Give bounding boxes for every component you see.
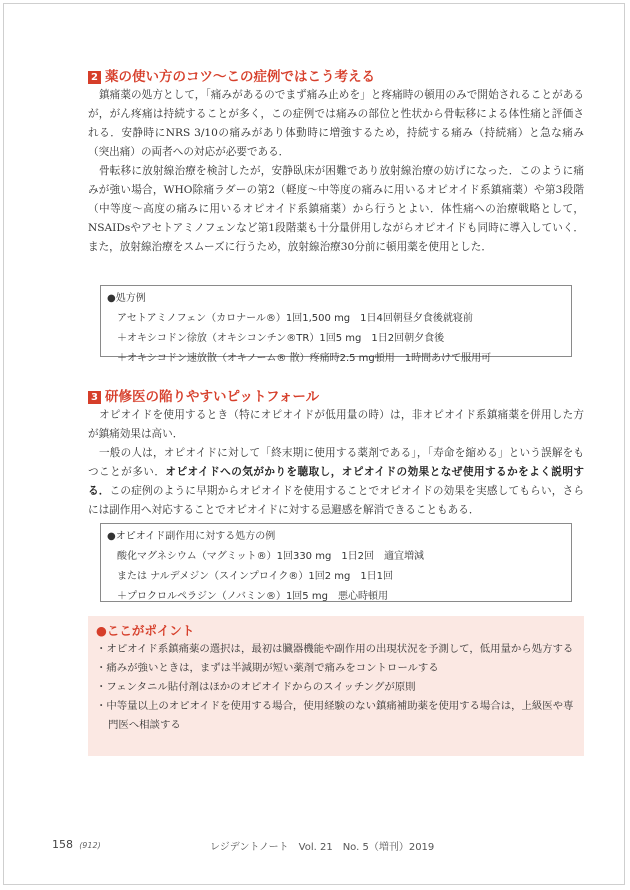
section-2-heading [88, 68, 584, 86]
page-number-block [52, 838, 101, 851]
section-2-number: 2 [88, 71, 101, 84]
prescription-box-2-heading: ●オピオイド副作用に対する処方の例 [107, 531, 276, 542]
page-number-sub: (912) [79, 841, 101, 850]
section-3-number: 3 [88, 391, 101, 404]
section-2-title: 薬の使い方のコツ〜この症例ではこう考える [105, 69, 375, 85]
section-3 [88, 388, 584, 520]
journal-footer: レジデントノート Vol. 21 No. 5（増刊）2019 [210, 842, 435, 853]
section-3-paragraph-1: オピオイドを使用するとき（特にオピオイドが低用量の時）は，非オピオイド系鎮痛薬を併用した方が鎮痛効果は高い． [88, 409, 584, 440]
prescription-line: ＋オキシコドン速放散（オキノーム® 散）疼痛時2.5 mg頓用 1時間あけて服用可 [117, 353, 492, 364]
section-3-heading [88, 388, 584, 406]
key-point-item: ・オピオイド系鎮痛薬の選択は，最初は臓器機能や副作用の出現状況を予測して，低用量から処方する [96, 643, 574, 655]
section-3-paragraph-2-text: 一般の人は，オピオイドに対して「終末期に使用する薬剤である」，「寿命を縮める」という誤解をもつことが多い． [88, 447, 584, 478]
prescription-line: アセトアミノフェン（カロナール®）1回1,500 mg 1日4回朝昼夕食後就寝前 [117, 313, 473, 324]
prescription-line: ＋プロクロルペラジン（ノバミン®）1回5 mg 悪心時頓用 [117, 591, 388, 602]
prescription-box-1 [100, 285, 572, 364]
section-3-title: 研修医の陥りやすいピットフォール [105, 389, 320, 405]
prescription-box-1-heading: ●処方例 [107, 293, 146, 304]
section-2 [88, 68, 584, 257]
key-points-title: ●ここがポイント [96, 623, 195, 638]
key-point-item: ・痛みが強いときは，まずは半減期が短い薬剤で痛みをコントロールする [96, 662, 439, 674]
section-2-paragraph-1: 鎮痛薬の処方として，「痛みがあるのでまず痛み止めを」と疼痛時の頓用のみで開始されることがあるが，がん疼痛は持続することが多く，この症例では痛みの部位と性状から骨転移による体性痛と評価される．安静時にNRS 3/10の痛みがあり体動時に増強するため，持続する痛み（持続痛）と急な痛み（突出痛）の両者への対応が必要である． [88, 89, 584, 158]
prescription-line: 酸化マグネシウム（マグミット®）1回330 mg 1日2回 適宜増減 [117, 551, 425, 562]
page-number: 158 [52, 838, 73, 851]
key-point-item: ・フェンタニル貼付剤はほかのオピオイドからのスイッチングが原則 [96, 681, 416, 693]
section-3-emphasis: オピオイドへの気がかりを聴取し，オピオイドの効果となぜ使用するかをよく説明する． [88, 466, 585, 497]
prescription-box-2 [100, 523, 572, 602]
prescription-line: または ナルデメジン（スインプロイク®）1回2 mg 1日1回 [117, 571, 394, 582]
key-point-item: ・中等量以上のオピオイドを使用する場合，使用経験のない鎮痛補助薬を使用する場合は，上級医や専門医へ相談する [96, 700, 574, 731]
section-3-paragraph-2-text-end: この症例のように早期からオピオイドを使用することでオピオイドの効果を実感してもらい，さらには副作用へ対応することでオピオイドに対する忌避感を解消できることもある． [88, 485, 585, 516]
section-2-paragraph-2: 骨転移に放射線治療を検討したが，安静臥床が困難であり放射線治療の妨げになった．このように痛みが強い場合，WHO除痛ラダーの第2（軽度〜中等度の痛みに用いるオピオイド系鎮痛薬）や第3段階（中等度〜高度の痛みに用いるオピオイド系鎮痛薬）から行うとよい．体性痛への治療戦略として，NSAIDsやアセトアミノフェンなど第1段階薬も十分量併用しながらオピオイドも同時に導入していく．また，放射線治療をスムーズに行うため，放射線治療30分前に頓用薬を使用とした． [88, 165, 584, 253]
section-3-paragraph-2 [88, 444, 584, 520]
prescription-line: ＋オキシコドン徐放（オキシコンチン®TR）1回5 mg 1日2回朝夕食後 [117, 333, 445, 344]
key-points-box [88, 616, 584, 756]
